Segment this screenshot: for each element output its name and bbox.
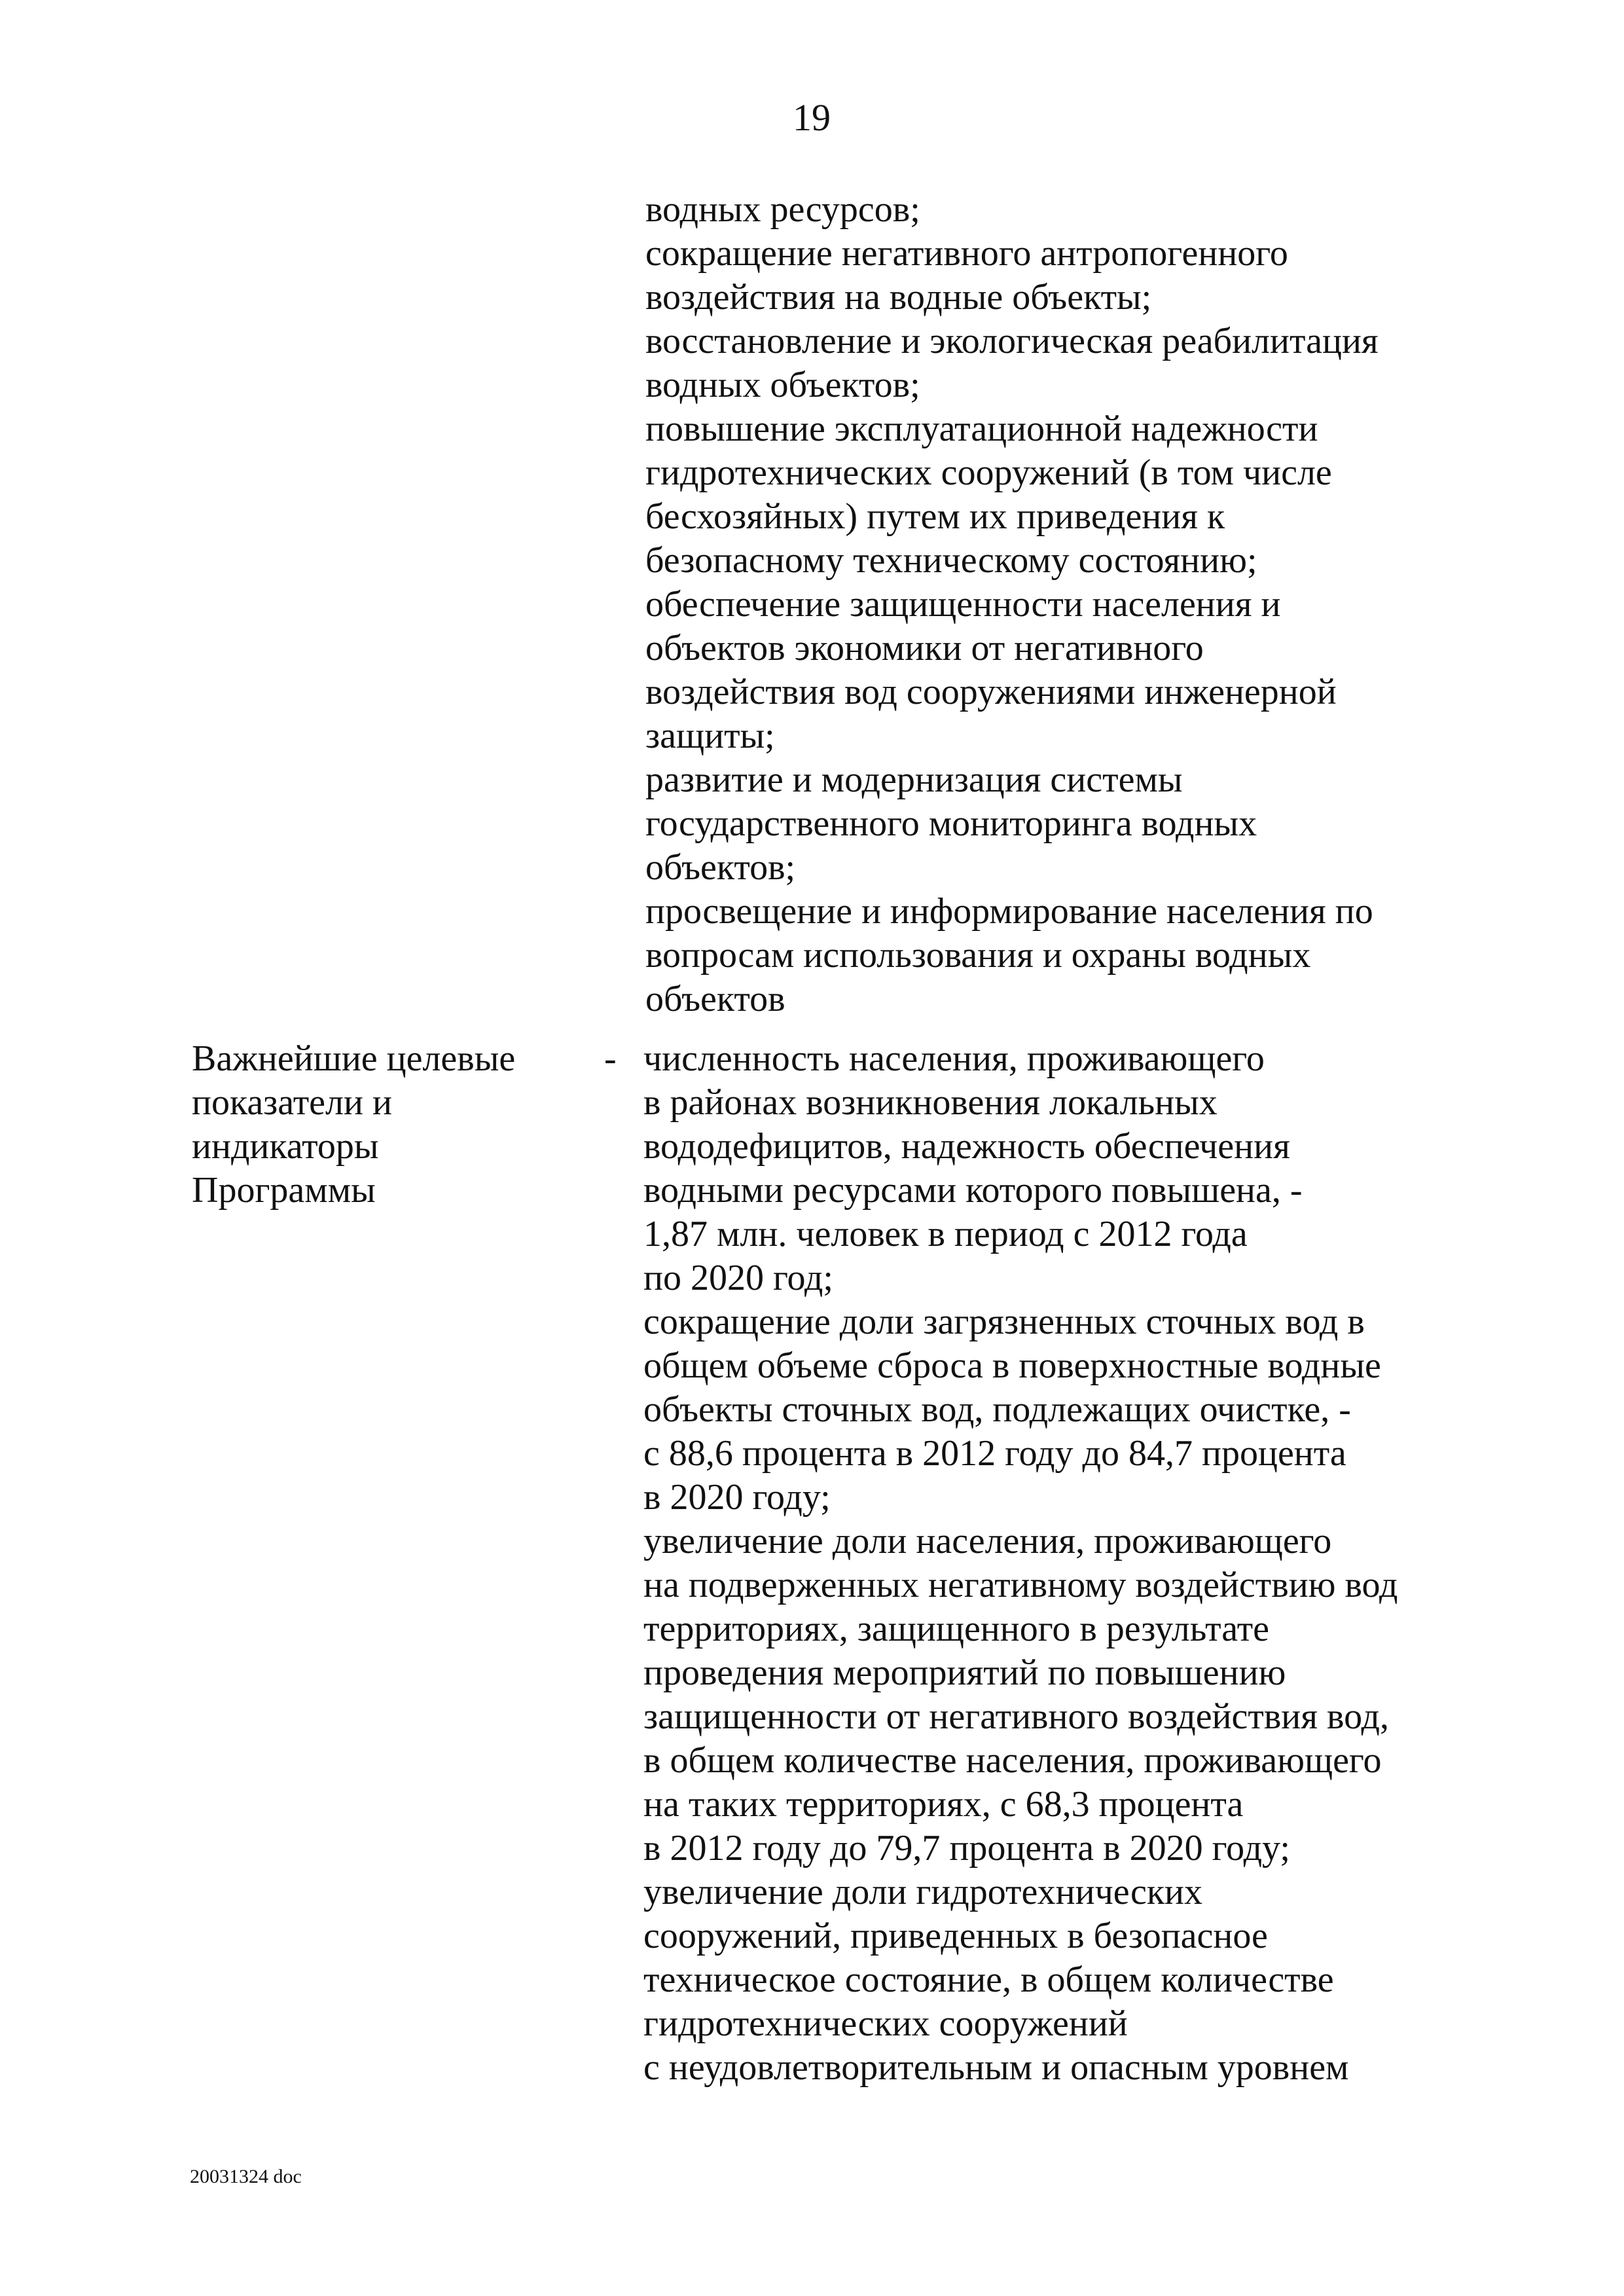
text-line: техническое состояние, в общем количестве bbox=[643, 1959, 1334, 2000]
label-line: индикаторы bbox=[192, 1126, 379, 1167]
text-line: просвещение и информирование населения по bbox=[645, 891, 1373, 932]
text-line: гидротехнических сооружений (в том числе bbox=[645, 452, 1332, 493]
text-line: сооружений, приведенных в безопасное bbox=[643, 1916, 1268, 1956]
label-separator-dash: - bbox=[604, 1038, 617, 1079]
text-line: государственного мониторинга водных bbox=[645, 803, 1257, 844]
text-line: сокращение доли загрязненных сточных вод в bbox=[643, 1302, 1365, 1342]
text-line: вопросам использования и охраны водных bbox=[645, 935, 1311, 975]
text-line: воздействия вод сооружениями инженерной bbox=[645, 672, 1337, 712]
text-line: развитие и модернизация системы bbox=[645, 759, 1183, 800]
page-number: 19 bbox=[793, 96, 831, 139]
text-line: вододефицитов, надежность обеспечения bbox=[643, 1126, 1290, 1167]
text-line: в районах возникновения локальных bbox=[643, 1082, 1218, 1123]
text-line: в 2012 году до 79,7 процента в 2020 году; bbox=[643, 1828, 1290, 1868]
document-code-footer: 20031324 doc bbox=[190, 2166, 302, 2187]
text-line: защиты; bbox=[645, 716, 775, 756]
text-line: гидротехнических сооружений bbox=[643, 2003, 1128, 2044]
text-line: объектов bbox=[645, 979, 785, 1019]
text-line: в 2020 году; bbox=[643, 1477, 831, 1518]
text-line: безопасному техническому состоянию; bbox=[645, 540, 1257, 581]
text-line: проведения мероприятий по повышению bbox=[643, 1652, 1286, 1693]
text-line: объекты сточных вод, подлежащих очистке, - bbox=[643, 1389, 1351, 1430]
text-line: 1,87 млн. человек в период с 2012 года bbox=[643, 1214, 1248, 1254]
text-line: обеспечение защищенности населения и bbox=[645, 584, 1281, 625]
text-line: водных объектов; bbox=[645, 365, 920, 405]
label-line: Программы bbox=[192, 1170, 376, 1211]
text-line: численность населения, проживающего bbox=[643, 1038, 1265, 1079]
text-line: с 88,6 процента в 2012 году до 84,7 процента bbox=[643, 1433, 1346, 1474]
text-line: на таких территориях, с 68,3 процента bbox=[643, 1784, 1244, 1825]
label-line: показатели и bbox=[192, 1082, 392, 1123]
text-line: защищенности от негативного воздействия вод, bbox=[643, 1696, 1389, 1737]
text-line: объектов экономики от негативного bbox=[645, 628, 1204, 668]
text-line: водных ресурсов; bbox=[645, 189, 920, 230]
continued-goals-list bbox=[645, 188, 1379, 1021]
text-line: воздействия на водные объекты; bbox=[645, 277, 1152, 318]
text-line: сокращение негативного антропогенного bbox=[645, 233, 1288, 274]
text-line: бесхозяйных) путем их приведения к bbox=[645, 496, 1225, 537]
text-line: восстановление и экологическая реабилитация bbox=[645, 321, 1379, 361]
section-label bbox=[192, 1037, 515, 1212]
text-line: объектов; bbox=[645, 847, 796, 888]
text-line: увеличение доли гидротехнических bbox=[643, 1872, 1203, 1912]
text-line: территориях, защищенного в результате bbox=[643, 1609, 1270, 1649]
text-line: общем объеме сброса в поверхностные водные bbox=[643, 1345, 1381, 1386]
text-line: увеличение доли населения, проживающего bbox=[643, 1521, 1332, 1561]
text-line: с неудовлетворительным и опасным уровнем bbox=[643, 2047, 1349, 2088]
text-line: на подверженных негативному воздействию вод bbox=[643, 1565, 1398, 1605]
label-line: Важнейшие целевые bbox=[192, 1038, 516, 1079]
text-line: повышение эксплуатационной надежности bbox=[645, 409, 1318, 449]
text-line: водными ресурсами которого повышена, - bbox=[643, 1170, 1303, 1211]
text-line: по 2020 год; bbox=[643, 1258, 833, 1298]
target-indicators-list bbox=[643, 1037, 1398, 2090]
text-line: в общем количестве населения, проживающего bbox=[643, 1740, 1382, 1781]
